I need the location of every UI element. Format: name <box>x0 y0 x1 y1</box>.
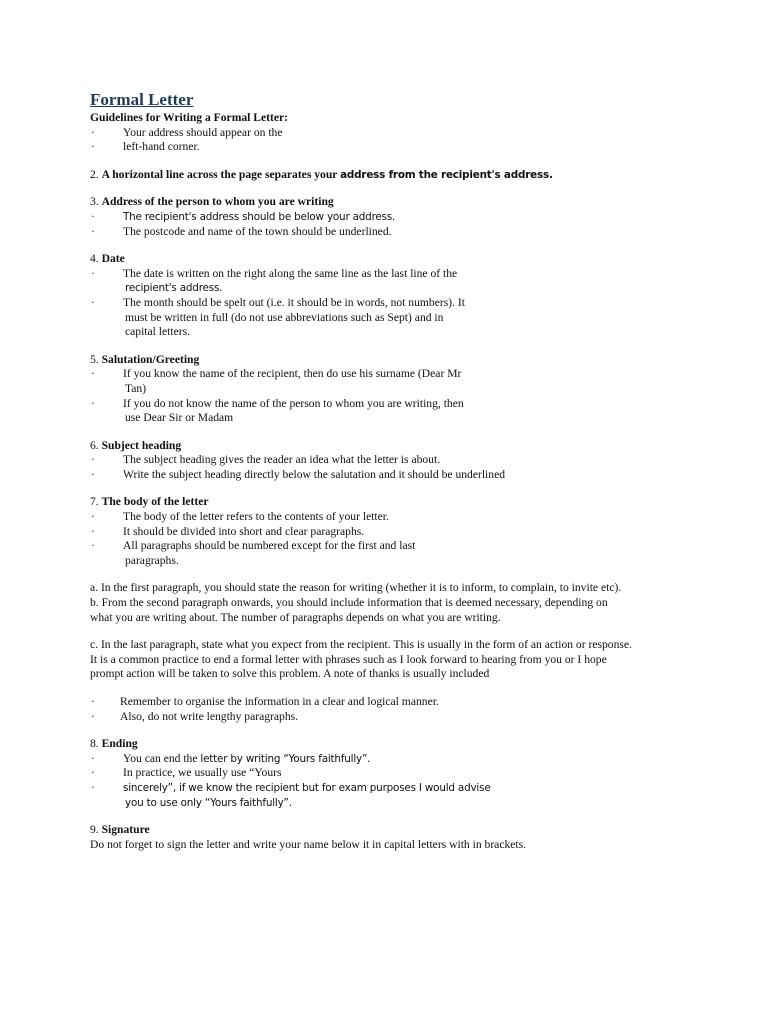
bullet-icon: · <box>91 467 95 481</box>
paragraph-a: a. In the first paragraph, you should state the reason for writing (whether it is to inform, to complain, to invite etc). <box>90 581 622 595</box>
bullet-icon: · <box>91 224 95 238</box>
list-item <box>90 710 690 725</box>
guidelines-subtitle: Guidelines for Writing a Formal Letter: <box>90 111 289 124</box>
bullet-icon: · <box>91 780 95 794</box>
page-title: Formal Letter <box>90 90 194 109</box>
list-item-text: Your address should appear on the <box>123 125 283 139</box>
section-number: 5. <box>90 352 102 366</box>
body-paragraph-a-b <box>90 581 690 625</box>
list-item <box>90 126 690 141</box>
list-item <box>90 296 690 311</box>
paragraph-c: c. In the last paragraph, state what you expect from the recipient. This is usually in the form of an action or response. <box>90 638 632 652</box>
list-item <box>90 695 690 710</box>
section-5 <box>90 353 690 426</box>
section-heading: Date <box>101 252 125 266</box>
section-9 <box>90 823 690 852</box>
list-item-text: In practice, we usually use “Yours <box>123 766 282 780</box>
list-item-text: The body of the letter refers to the contents of your letter. <box>123 510 389 524</box>
list-item-text: The month should be spelt out (i.e. it should be in words, not numbers). It <box>123 295 465 309</box>
section-number: 2. <box>90 167 102 181</box>
paragraph-c-continuation: It is a common practice to end a formal letter with phrases such as I look forward to hearing from you or I hope <box>90 652 607 666</box>
section-number: 6. <box>90 438 102 452</box>
list-item-text: Also, do not write lengthy paragraphs. <box>120 709 299 723</box>
section-4 <box>90 252 690 340</box>
bullet-icon: · <box>91 295 95 309</box>
section-heading: Address of the person to whom you are writing <box>101 195 334 209</box>
list-item-text: If you know the name of the recipient, then do use his surname (Dear Mr <box>123 367 462 381</box>
section-3 <box>90 195 690 239</box>
bullet-icon: · <box>91 510 95 524</box>
list-item <box>90 225 690 240</box>
list-item <box>90 510 690 525</box>
paragraph-b: b. From the second paragraph onwards, you should include information that is deemed necessary, depending on <box>90 596 608 610</box>
section-7 <box>90 495 690 568</box>
bullet-icon: · <box>91 453 95 467</box>
section-heading: Subject heading <box>101 438 182 452</box>
list-item <box>90 453 690 468</box>
list-item <box>90 525 690 540</box>
bullet-icon: · <box>91 396 95 410</box>
section-heading-sans: address from the recipient's address. <box>340 168 553 181</box>
list-item <box>90 781 690 796</box>
bullet-icon: · <box>91 751 95 765</box>
section-heading: Salutation/Greeting <box>101 352 200 366</box>
bullet-icon: · <box>91 709 95 723</box>
intro-section <box>90 126 690 155</box>
list-item-text: The date is written on the right along the same line as the last line of the <box>123 266 458 280</box>
list-item <box>90 367 690 382</box>
list-item-continuation: you to use only “Yours faithfully”. <box>125 796 292 809</box>
list-item-continuation: recipient's address. <box>125 282 223 295</box>
section-2 <box>90 168 690 183</box>
list-item <box>90 397 690 412</box>
bullet-icon: · <box>91 140 95 154</box>
list-item <box>90 766 690 781</box>
list-item-text: left-hand corner. <box>123 140 200 154</box>
list-item <box>90 468 690 483</box>
list-item-text: The recipient's address should be below your address. <box>123 210 396 223</box>
list-item-text: If you do not know the name of the person to whom you are writing, then <box>123 396 464 410</box>
bullet-icon: · <box>91 539 95 553</box>
list-item <box>90 210 690 225</box>
section-number: 8. <box>90 737 102 751</box>
list-item-continuation: must be written in full (do not use abbreviations such as Sept) and in <box>125 310 444 324</box>
list-item-text: The postcode and name of the town should be underlined. <box>123 224 392 238</box>
list-item-text: You can end the <box>123 751 201 765</box>
document-body <box>90 90 690 852</box>
bullet-icon: · <box>91 367 95 381</box>
bullet-icon: · <box>91 524 95 538</box>
list-item <box>90 140 690 155</box>
section-number: 3. <box>90 195 102 209</box>
list-item-continuation: use Dear Sir or Madam <box>125 411 234 425</box>
list-item-continuation: capital letters. <box>125 325 191 339</box>
list-item <box>90 539 690 554</box>
section-heading: The body of the letter <box>101 495 209 509</box>
section-8 <box>90 737 690 810</box>
list-item-text: The subject heading gives the reader an idea what the letter is about. <box>123 453 441 467</box>
bullet-icon: · <box>91 125 95 139</box>
paragraph-b-continuation: what you are writing about. The number of paragraphs depends on what you are writing. <box>90 610 501 624</box>
section-6 <box>90 439 690 483</box>
section-number: 7. <box>90 495 102 509</box>
list-item <box>90 752 690 767</box>
list-item-text: Write the subject heading directly below the salutation and it should be underlined <box>123 467 506 481</box>
reminders <box>90 695 690 724</box>
section-number: 9. <box>90 823 102 837</box>
section-heading: Ending <box>101 737 138 751</box>
signature-text: Do not forget to sign the letter and write your name below it in capital letters with in brackets. <box>90 837 527 851</box>
list-item <box>90 267 690 282</box>
list-item-text: It should be divided into short and clear paragraphs. <box>123 524 365 538</box>
list-item-text-sans: letter by writing “Yours faithfully”. <box>200 752 371 765</box>
paragraph-c-continuation: prompt action will be taken to solve this problem. A note of thanks is usually included <box>90 667 490 681</box>
list-item-text: sincerely”, if we know the recipient but for exam purposes I would advise <box>123 781 491 794</box>
list-item-continuation: Tan) <box>125 381 147 395</box>
section-heading: Signature <box>101 823 150 837</box>
body-paragraph-c <box>90 638 690 682</box>
section-number: 4. <box>90 252 102 266</box>
bullet-icon: · <box>91 209 95 223</box>
section-heading: A horizontal line across the page separates your <box>101 167 341 181</box>
bullet-icon: · <box>91 766 95 780</box>
list-item-text: All paragraphs should be numbered except for the first and last <box>123 539 416 553</box>
list-item-continuation: paragraphs. <box>125 553 179 567</box>
bullet-icon: · <box>91 695 95 708</box>
list-item-text: Remember to organise the information in a clear and logical manner. <box>120 695 439 708</box>
bullet-icon: · <box>91 266 95 280</box>
